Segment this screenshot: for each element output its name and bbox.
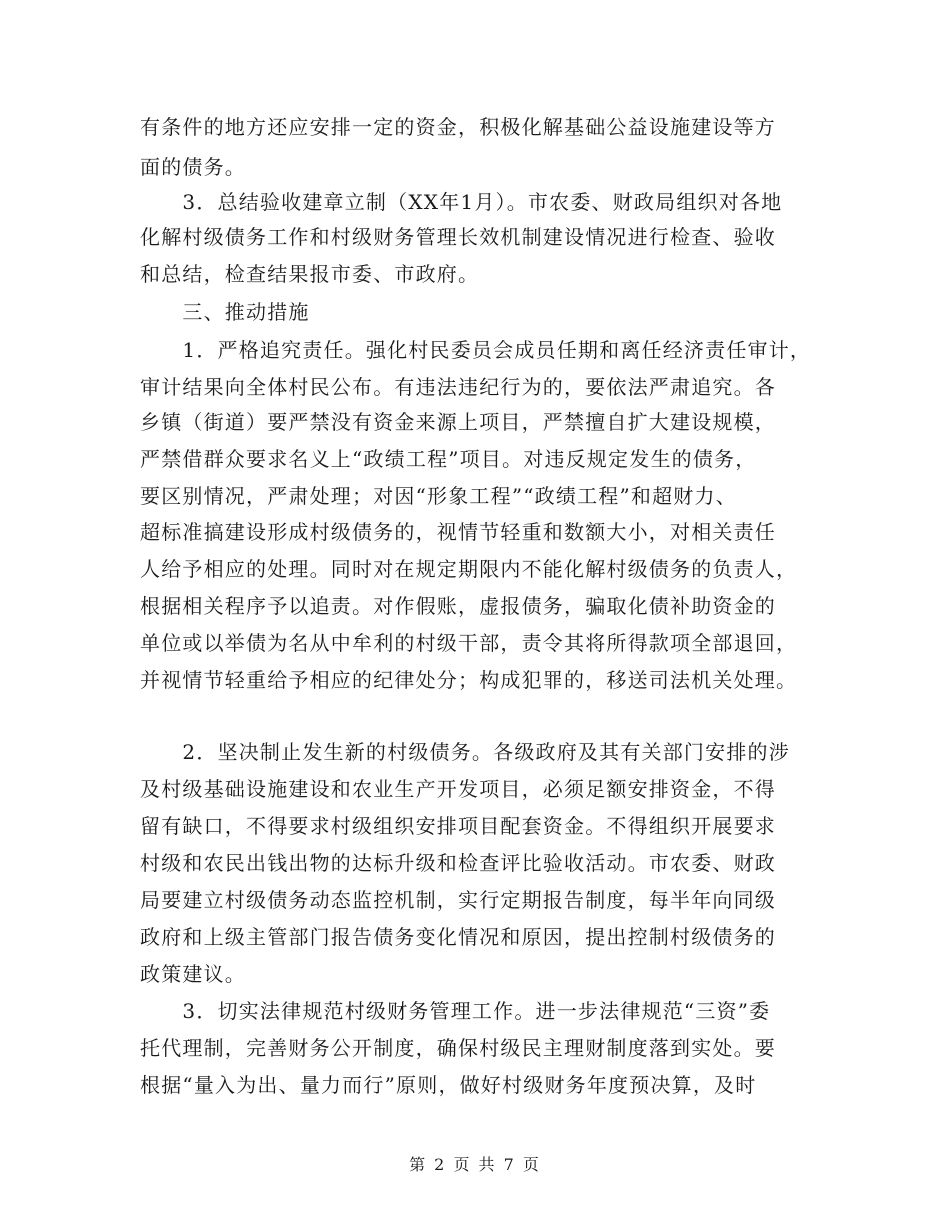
- section-heading: 三、推动措施: [140, 300, 310, 324]
- text-line: 政策建议。: [140, 962, 246, 986]
- text-line: 超标准搞建设形成村级债务的，视情节轻重和数额大小，对相关责任: [140, 520, 776, 544]
- text-line: 人给予相应的处理。同时对在规定期限内不能化解村级债务的负责人，: [140, 557, 798, 581]
- text-line: 面的债务。: [140, 155, 246, 179]
- text-line: 单位或以举债为名从中牟利的村级干部，责令其将所得款项全部退回，: [140, 631, 798, 655]
- text-line: 根据相关程序予以追责。对作假账，虚报债务，骗取化债补助资金的: [140, 594, 776, 618]
- text-line: 托代理制，完善财务公开制度，确保村级民主理财制度落到实处。要: [140, 1036, 776, 1060]
- text-line: 并视情节轻重给予相应的纪律处分；构成犯罪的，移送司法机关处理。: [140, 668, 798, 692]
- text-line: 村级和农民出钱出物的达标升级和检查评比验收活动。市农委、财政: [140, 851, 776, 875]
- text-line: 1．严格追究责任。强化村民委员会成员任期和离任经济责任审计，: [140, 338, 812, 362]
- text-line: 有条件的地方还应安排一定的资金，积极化解基础公益设施建设等方: [140, 115, 776, 139]
- text-line: 化解村级债务工作和村级财务管理长效机制建设情况进行检查、验收: [140, 225, 776, 249]
- text-line: 局要建立村级债务动态监控机制，实行定期报告制度，每半年向同级: [140, 888, 776, 912]
- text-line: 和总结，检查结果报市委、市政府。: [140, 262, 480, 286]
- text-line: 2．坚决制止发生新的村级债务。各级政府及其有关部门安排的涉: [140, 740, 790, 764]
- text-line: 3．总结验收建章立制（XX年1月）。市农委、财政局组织对各地: [140, 190, 783, 214]
- text-line: 3．切实法律规范村级财务管理工作。进一步法律规范“三资”委: [140, 999, 771, 1023]
- text-line: 审计结果向全体村民公布。有违法违纪行为的，要依法严肃追究。各: [140, 375, 776, 399]
- text-line: 留有缺口，不得要求村级组织安排项目配套资金。不得组织开展要求: [140, 814, 776, 838]
- text-line: 及村级基础设施建设和农业生产开发项目，必须足额安排资金，不得: [140, 777, 776, 801]
- text-line: 要区别情况，严肃处理；对因“形象工程”“政绩工程”和超财力、: [140, 484, 737, 508]
- text-line: 根据“量入为出、量力而行”原则，做好村级财务年度预决算，及时: [140, 1073, 757, 1097]
- text-line: 政府和上级主管部门报告债务变化情况和原因，提出控制村级债务的: [140, 925, 776, 949]
- text-line: 严禁借群众要求名义上“政绩工程”项目。对违反规定发生的债务，: [140, 447, 757, 471]
- text-line: 乡镇（街道）要严禁没有资金来源上项目，严禁擅自扩大建设规模，: [140, 410, 776, 434]
- page-footer: 第 2 页 共 7 页: [409, 1155, 541, 1174]
